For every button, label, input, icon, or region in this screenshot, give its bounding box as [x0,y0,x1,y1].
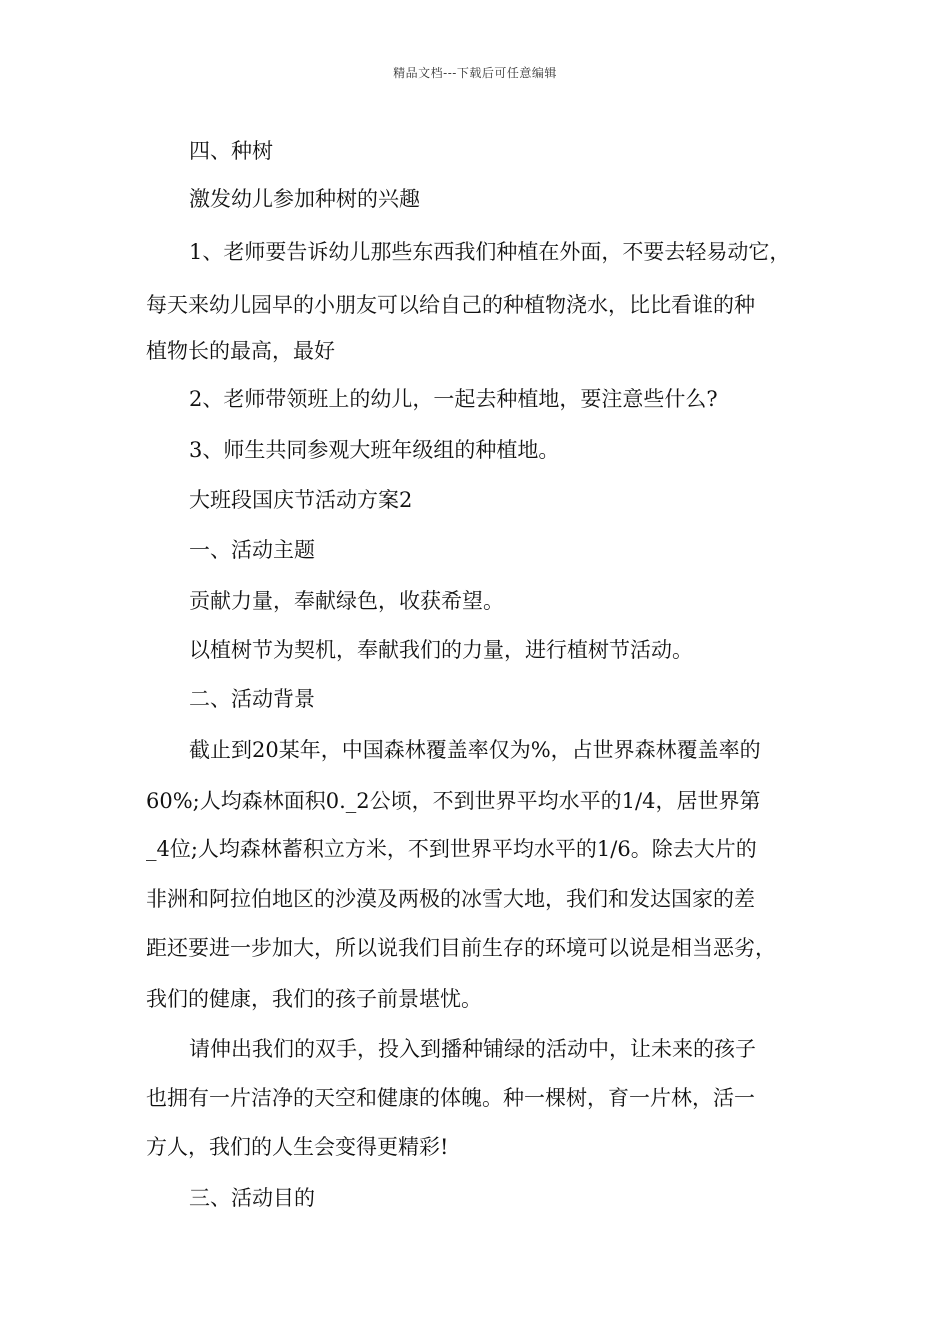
paragraph-line: 以植树节为契机，奉献我们的力量，进行植树节活动。 [189,638,693,662]
section-heading: 四、种树 [189,139,273,163]
paragraph-line: 距还要进一步加大，所以说我们目前生存的环境可以说是相当恶劣， [146,936,776,960]
page-header: 精品文档---下载后可任意编辑 [393,66,557,80]
paragraph-line: 我们的健康，我们的孩子前景堪忧。 [146,987,482,1011]
paragraph-line: 贡献力量，奉献绿色，收获希望。 [189,589,504,613]
section-heading: 二、活动背景 [189,687,315,711]
section-title: 大班段国庆节活动方案2 [189,488,413,512]
paragraph-line: 1、老师要告诉幼儿那些东西我们种植在外面，不要去轻易动它， [189,240,791,264]
section-heading: 一、活动主题 [189,538,315,562]
paragraph-line: 非洲和阿拉伯地区的沙漠及两极的冰雪大地，我们和发达国家的差 [146,887,755,911]
paragraph-line: 每天来幼儿园早的小朋友可以给自己的种植物浇水，比比看谁的种 [146,293,755,317]
section-heading: 三、活动目的 [189,1186,315,1210]
paragraph-line: 截止到20某年，中国森林覆盖率仅为%，占世界森林覆盖率的 [189,738,761,762]
paragraph-line: 3、师生共同参观大班年级组的种植地。 [189,438,560,462]
paragraph-line: 60%;人均森林面积0._2公顷，不到世界平均水平的1/4，居世界第 [146,789,761,813]
paragraph-line: 激发幼儿参加种树的兴趣 [189,187,420,211]
paragraph-line: 2、老师带领班上的幼儿，一起去种植地，要注意些什么? [189,387,718,411]
paragraph-line: _4位;人均森林蓄积立方米，不到世界平均水平的1/6。除去大片的 [146,837,757,861]
paragraph-line: 植物长的最高，最好 [146,339,335,363]
paragraph-line: 请伸出我们的双手，投入到播种铺绿的活动中，让未来的孩子 [189,1037,756,1061]
paragraph-line: 方人，我们的人生会变得更精彩! [146,1135,449,1159]
paragraph-line: 也拥有一片洁净的天空和健康的体魄。种一棵树，育一片林，活一 [146,1086,755,1110]
